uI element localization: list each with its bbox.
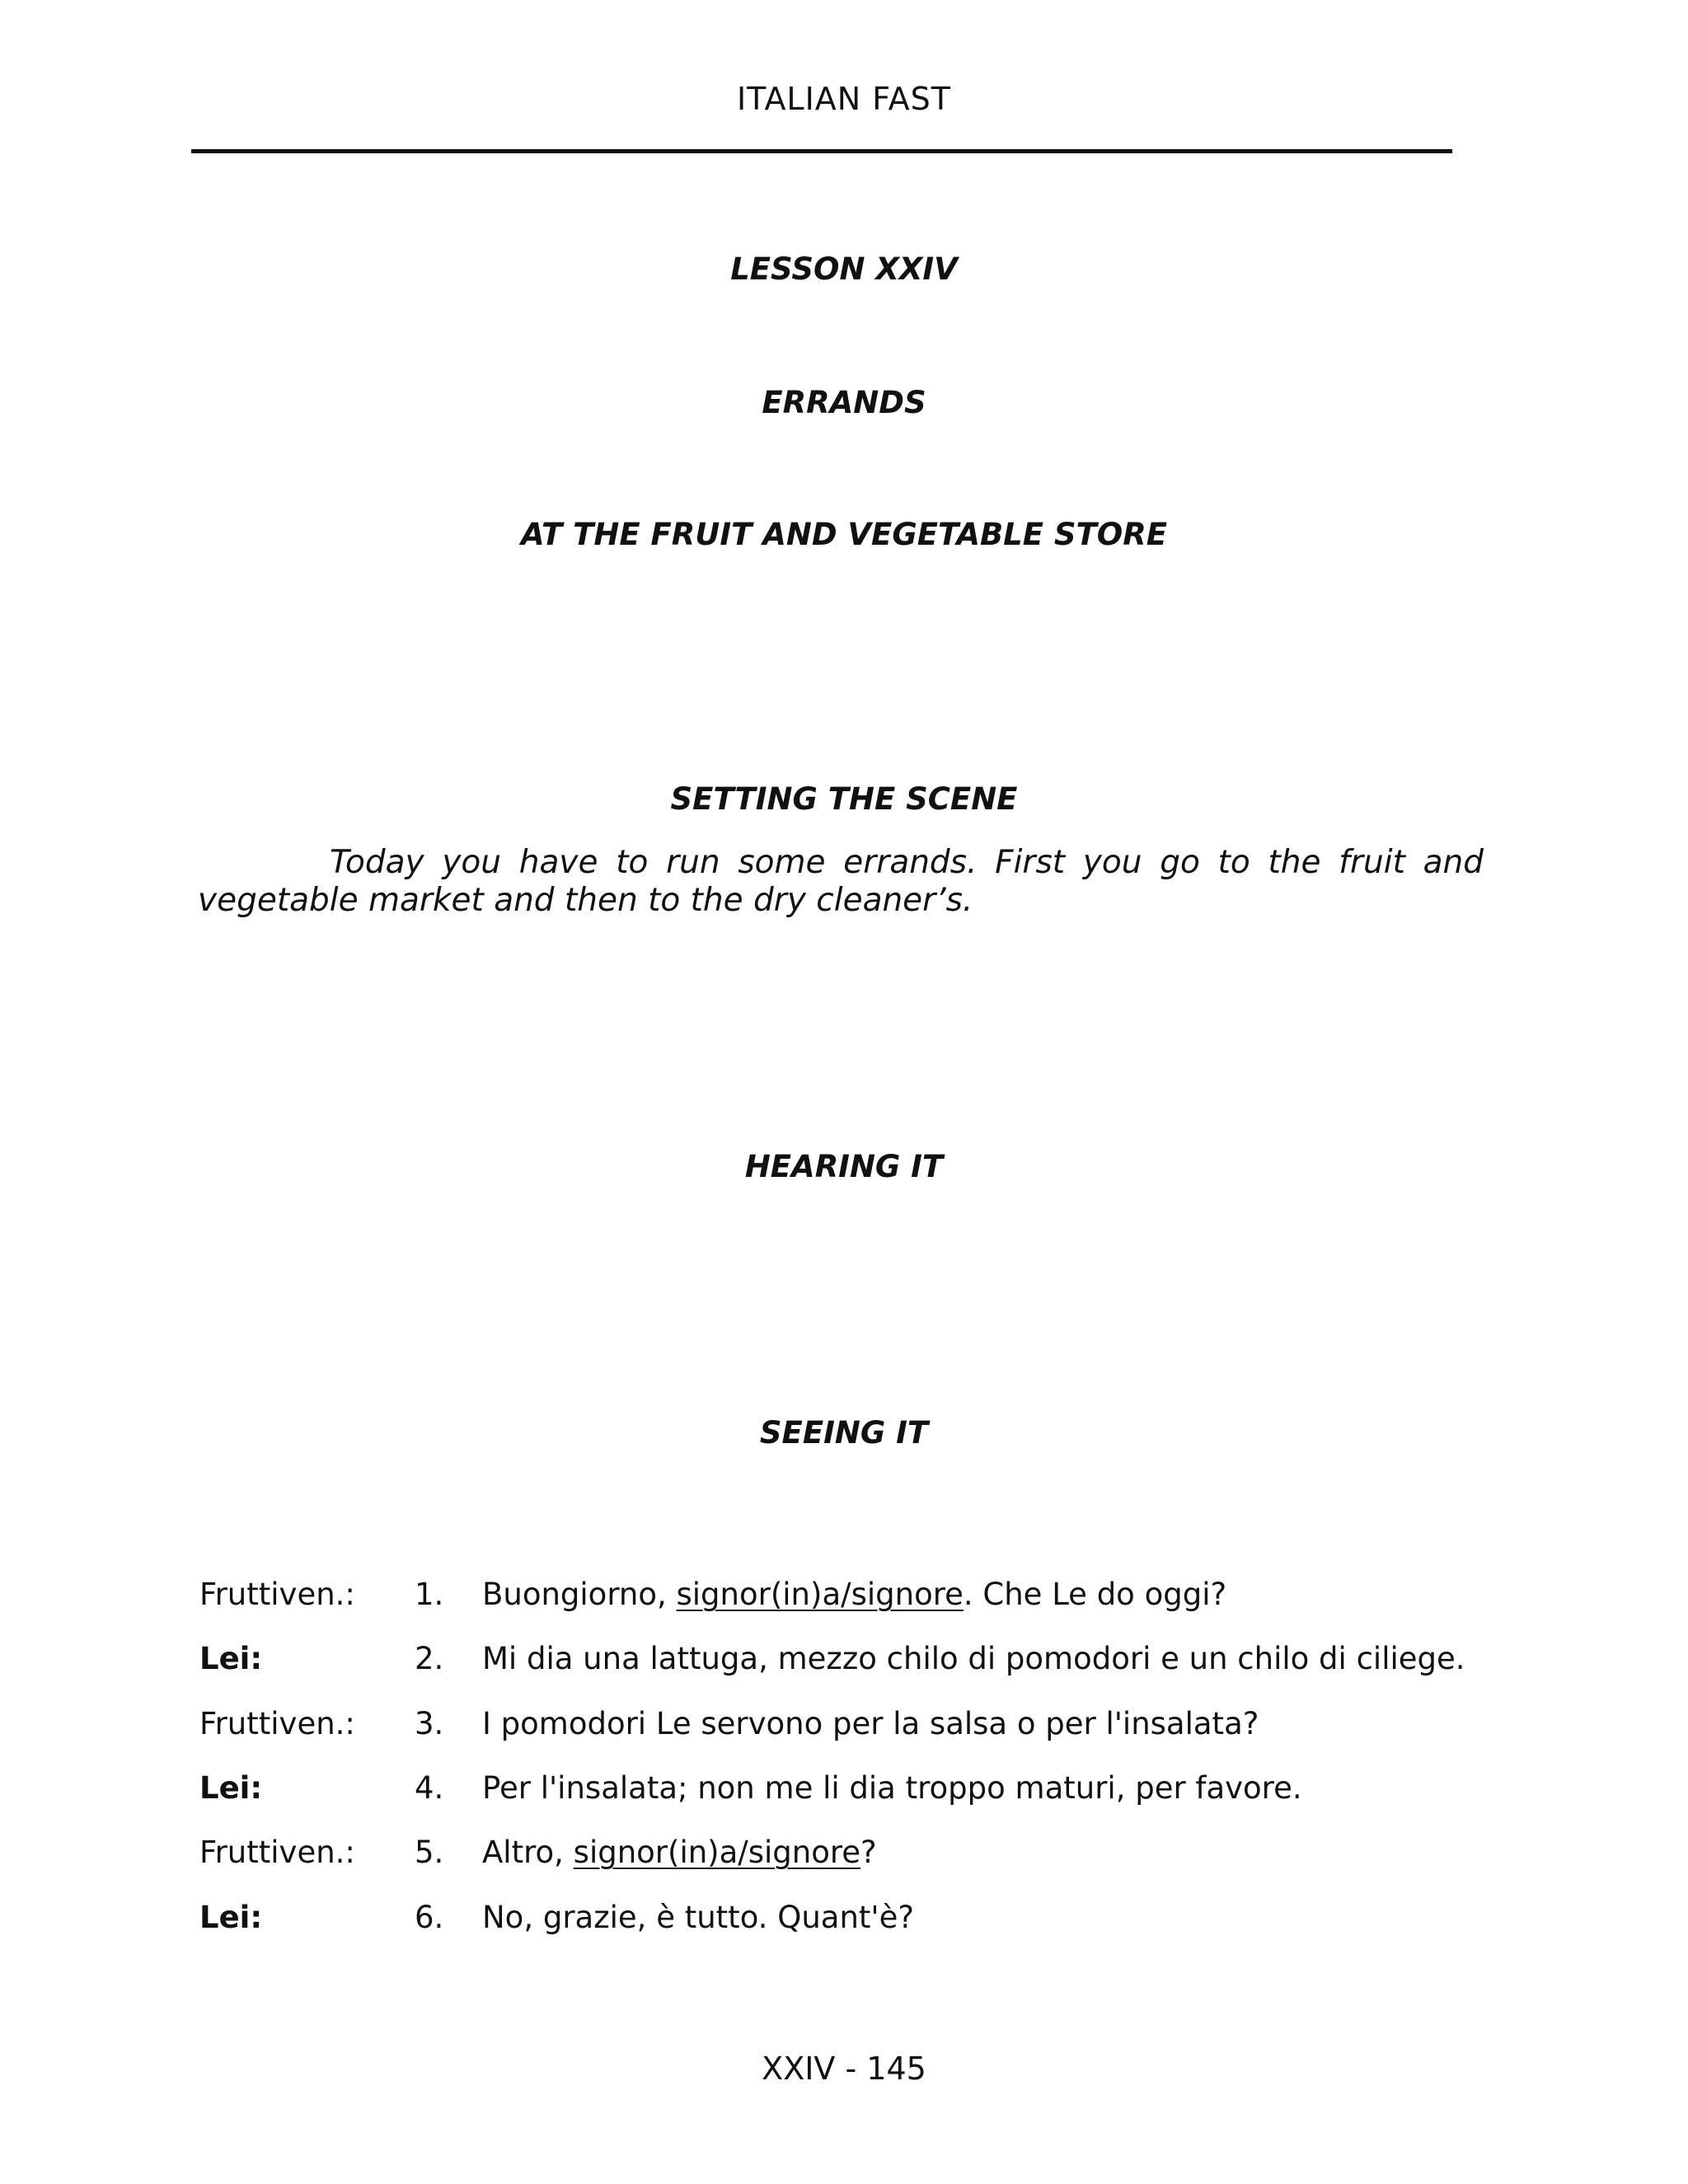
speaker-label: Lei: <box>199 1900 263 1935</box>
line-text <box>482 1577 1226 1612</box>
seeing-heading: SEEING IT <box>759 1415 929 1451</box>
topic-heading: ERRANDS <box>762 385 926 420</box>
line-text: I pomodori Le servono per la salsa o per l'insalata? <box>482 1706 1259 1741</box>
line-text: Per l'insalata; non me li dia troppo maturi, per favore. <box>482 1770 1302 1806</box>
dialogue-line <box>0 1706 1688 1747</box>
page-number: XXIV - 145 <box>762 2050 926 2087</box>
line-text-pre: Buongiorno, <box>482 1577 677 1612</box>
dialogue-line <box>0 1900 1688 1941</box>
dialogue-line <box>0 1835 1688 1876</box>
dialogue-line <box>0 1577 1688 1618</box>
lesson-title: LESSON XXIV <box>730 251 958 287</box>
scene-description <box>198 844 1484 920</box>
underlined-address: signor(in)a/signore <box>573 1835 861 1870</box>
line-number: 1. <box>415 1577 444 1612</box>
line-text-post: . Che Le do oggi? <box>963 1577 1227 1612</box>
dialogue-line <box>0 1641 1688 1682</box>
dialogue-line <box>0 1770 1688 1811</box>
speaker-label: Lei: <box>199 1641 263 1676</box>
line-number: 3. <box>415 1706 444 1741</box>
line-text-pre: Altro, <box>482 1835 574 1870</box>
hearing-heading: HEARING IT <box>744 1149 944 1184</box>
speaker-label: Fruttiven.: <box>199 1706 355 1741</box>
line-number: 2. <box>415 1641 444 1676</box>
line-text: Mi dia una lattuga, mezzo chilo di pomodori e un chilo di ciliege. <box>482 1641 1465 1676</box>
header-divider <box>191 149 1452 153</box>
scene-description-line-2: vegetable market and then to the dry cleaner’s. <box>198 882 973 919</box>
scene-description-line-1: Today you have to run some errands. First you go to the fruit and <box>330 844 1484 881</box>
line-text-post: ? <box>860 1835 877 1870</box>
line-number: 5. <box>415 1835 444 1870</box>
speaker-label: Fruttiven.: <box>199 1835 355 1870</box>
line-number: 6. <box>415 1900 444 1935</box>
underlined-address: signor(in)a/signore <box>676 1577 964 1612</box>
running-header: ITALIAN FAST <box>736 81 952 117</box>
setting-heading: SETTING THE SCENE <box>670 781 1018 817</box>
subtopic-heading: AT THE FRUIT AND VEGETABLE STORE <box>520 517 1168 552</box>
line-number: 4. <box>415 1770 444 1806</box>
line-text <box>482 1835 877 1870</box>
line-text: No, grazie, è tutto. Quant'è? <box>482 1900 914 1935</box>
speaker-label: Lei: <box>199 1770 263 1806</box>
speaker-label: Fruttiven.: <box>199 1577 355 1612</box>
